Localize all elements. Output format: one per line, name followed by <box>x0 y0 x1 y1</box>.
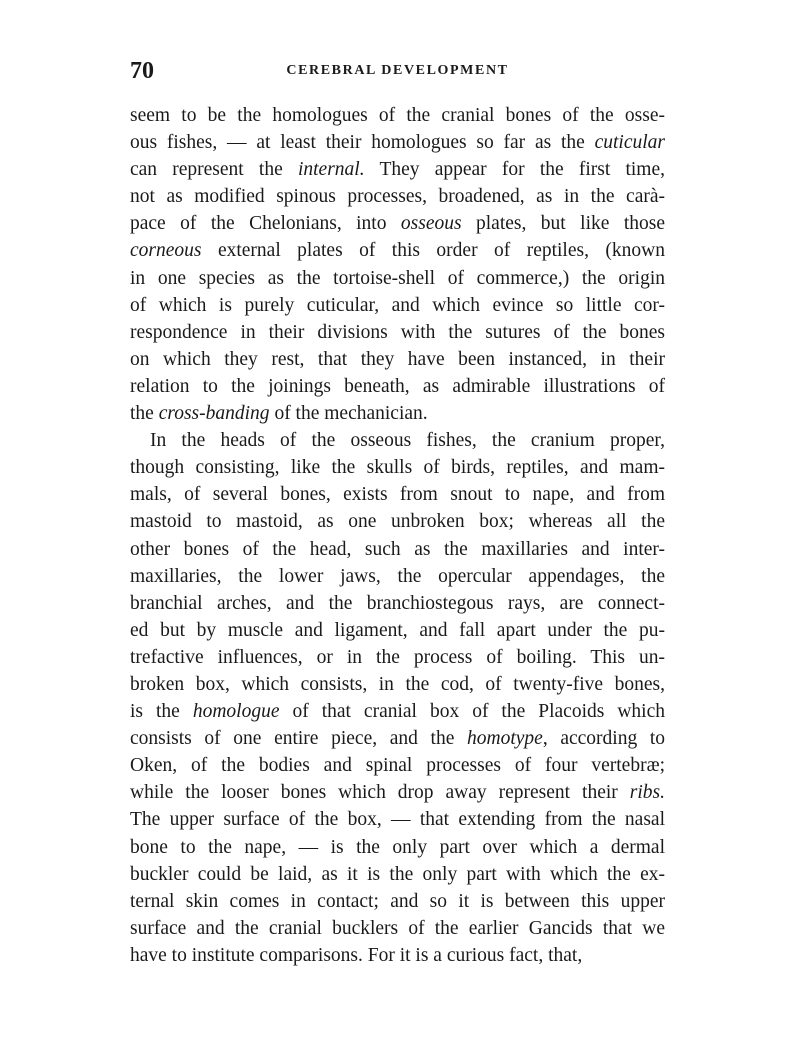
text-line: in one species as the tortoise-shell of commerce,) the origin <box>130 267 665 289</box>
text-line: trefactive influences, or in the process of boiling. This un- <box>130 646 665 668</box>
text-line: ternal skin comes in contact; and so it is between this upper <box>130 890 665 912</box>
text-line: consists of one entire piece, and the homotype, according to <box>130 728 665 750</box>
text-line: other bones of the head, such as the maxillaries and inter- <box>130 538 665 560</box>
text-line: surface and the cranial bucklers of the earlier Gancids that we <box>130 917 665 939</box>
text-line: broken box, which consists, in the cod, of twenty-five bones, <box>130 673 665 695</box>
text-line: The upper surface of the box, — that extending from the nasal <box>130 809 665 831</box>
body-text <box>130 102 665 969</box>
text-line: is the homologue of that cranial box of the Placoids which <box>130 701 665 723</box>
text-line: Oken, of the bodies and spinal processes of four vertebræ; <box>130 755 665 777</box>
text-line: bone to the nape, — is the only part over which a dermal <box>130 836 665 858</box>
text-line: though consisting, like the skulls of birds, reptiles, and mam- <box>130 457 665 479</box>
page-number: 70 <box>130 58 154 84</box>
text-line: can represent the internal. They appear for the first time, <box>130 159 665 181</box>
text-line: not as modified spinous processes, broadened, as in the carà- <box>130 186 665 208</box>
text-line: while the looser bones which drop away represent their ribs. <box>130 782 665 804</box>
page-header <box>130 56 665 86</box>
text-line: mals, of several bones, exists from snout to nape, and from <box>130 484 665 506</box>
text-line: of which is purely cuticular, and which evince so little cor- <box>130 294 665 316</box>
text-line: seem to be the homologues of the cranial bones of the osse- <box>130 105 665 126</box>
text-line: corneous external plates of this order of reptiles, (known <box>130 240 665 262</box>
text-line: maxillaries, the lower jaws, the opercular appendages, the <box>130 565 665 587</box>
text-line: mastoid to mastoid, as one unbroken box; whereas all the <box>130 511 665 533</box>
text-line: the cross-banding of the mechanician. <box>130 403 428 425</box>
text-line: branchial arches, and the branchiostegous rays, are connect- <box>130 592 665 614</box>
text-line: buckler could be laid, as it is the only part with which the ex- <box>130 863 665 885</box>
text-line: have to institute comparisons. For it is a curious fact, that, <box>130 944 583 966</box>
text-line: pace of the Chelonians, into osseous plates, but like those <box>130 213 665 235</box>
text-line: ous fishes, — at least their homologues so far as the cuticular <box>130 132 665 154</box>
text-line: relation to the joinings beneath, as admirable illustrations of <box>130 375 665 397</box>
text-line: In the heads of the osseous fishes, the cranium proper, <box>150 430 665 452</box>
text-line: on which they rest, that they have been instanced, in their <box>130 348 665 370</box>
running-title: CEREBRAL DEVELOPMENT <box>286 63 509 78</box>
text-line: ed but by muscle and ligament, and fall apart under the pu- <box>130 619 665 641</box>
text-line: respondence in their divisions with the sutures of the bones <box>130 321 665 343</box>
